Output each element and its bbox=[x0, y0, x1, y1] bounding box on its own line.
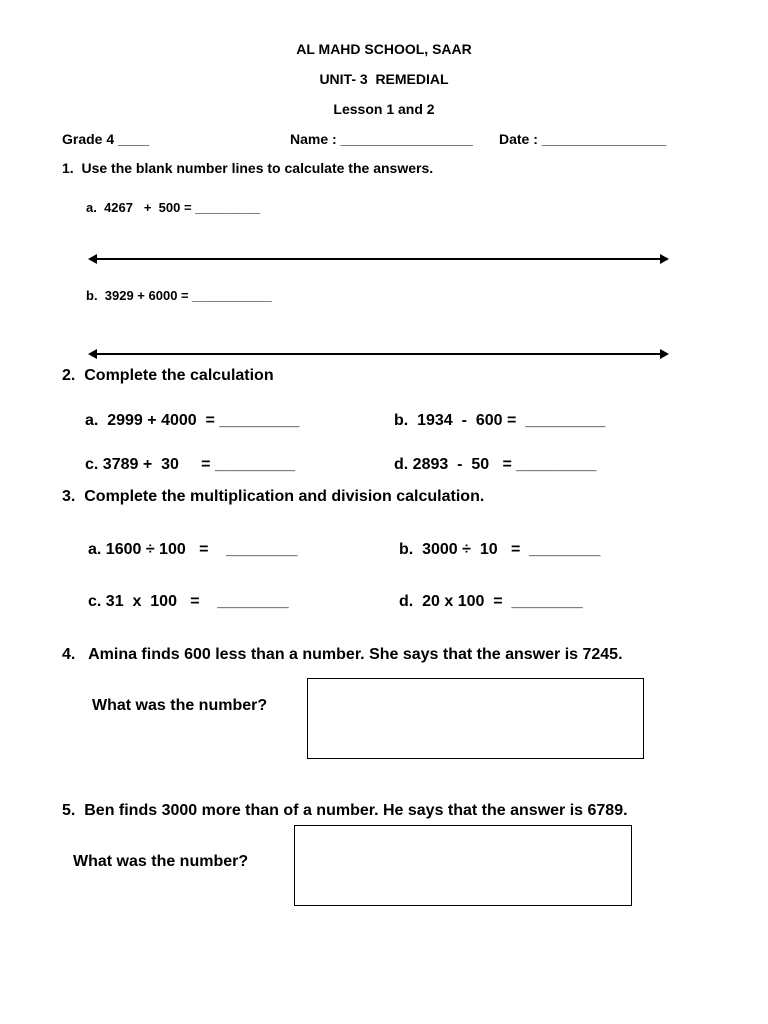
q4-prompt: What was the number? bbox=[92, 697, 268, 714]
arrow-left-icon bbox=[88, 349, 97, 359]
number-line-1[interactable] bbox=[92, 258, 665, 260]
q3-b: b. 3000 ÷ 10 = ________ bbox=[399, 541, 601, 558]
q2-c: c. 3789 + 30 = _________ bbox=[85, 456, 295, 473]
school-name: AL MAHD SCHOOL, SAAR bbox=[296, 41, 472, 57]
q1-a: a. 4267 + 500 = _________ bbox=[86, 200, 261, 215]
name-field[interactable]: Name : _________________ bbox=[290, 131, 473, 147]
q4-title: 4. Amina finds 600 less than a number. She says that the answer is 7245. bbox=[62, 646, 623, 663]
q5-title: 5. Ben finds 3000 more than of a number. He says that the answer is 6789. bbox=[62, 802, 628, 819]
grade-field[interactable]: Grade 4 ____ bbox=[62, 131, 150, 147]
q2-a: a. 2999 + 4000 = _________ bbox=[85, 412, 300, 429]
arrow-right-icon bbox=[660, 254, 669, 264]
arrow-right-icon bbox=[660, 349, 669, 359]
q5-answer-box[interactable] bbox=[294, 825, 632, 906]
lesson-title: Lesson 1 and 2 bbox=[333, 101, 435, 117]
date-field[interactable]: Date : ________________ bbox=[499, 131, 667, 147]
q2-title: 2. Complete the calculation bbox=[62, 367, 274, 384]
q3-a: a. 1600 ÷ 100 = ________ bbox=[88, 541, 298, 558]
q4-answer-box[interactable] bbox=[307, 678, 644, 759]
unit-title: UNIT- 3 REMEDIAL bbox=[319, 71, 449, 87]
q5-prompt: What was the number? bbox=[73, 853, 249, 870]
q2-b: b. 1934 - 600 = _________ bbox=[394, 412, 606, 429]
arrow-left-icon bbox=[88, 254, 97, 264]
number-line-2[interactable] bbox=[92, 353, 665, 355]
q1-title: 1. Use the blank number lines to calculate the answers. bbox=[62, 160, 434, 176]
q3-title: 3. Complete the multiplication and division calculation. bbox=[62, 488, 485, 505]
q1-b: b. 3929 + 6000 = ___________ bbox=[86, 288, 272, 303]
q3-c: c. 31 x 100 = ________ bbox=[88, 593, 289, 610]
q2-d: d. 2893 - 50 = _________ bbox=[394, 456, 597, 473]
q3-d: d. 20 x 100 = ________ bbox=[399, 593, 583, 610]
